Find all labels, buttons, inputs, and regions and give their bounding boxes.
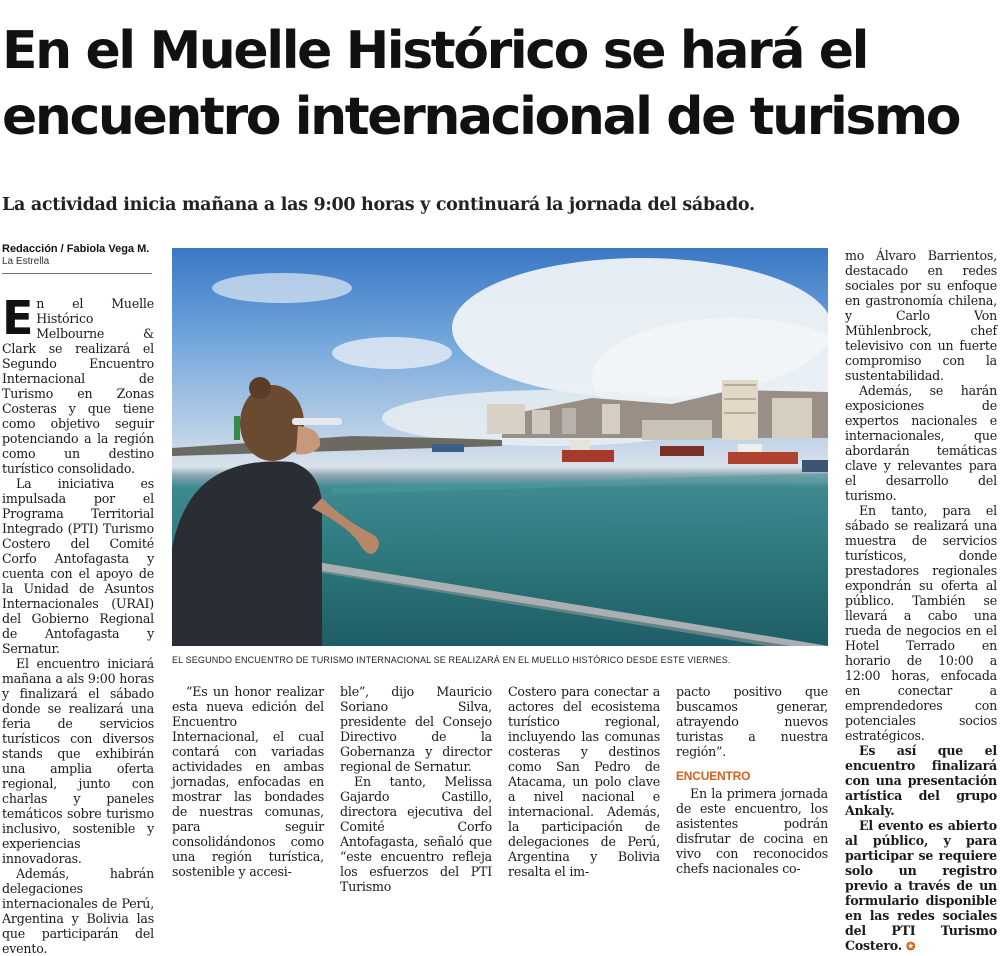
photo-caption: EL SEGUNDO ENCUENTRO DE TURISMO INTERNACIONAL SE REALIZARÁ EN EL MUELLO HISTÓRICO DESDE ESTE VIERNES. xyxy=(172,655,731,665)
byline-author: Redacción / Fabiola Vega M. xyxy=(2,243,150,255)
byline-publication: La Estrella xyxy=(2,256,50,267)
paragraph: Además, habrán delegaciones internacionales de Perú, Argentina y Bolivia las que participarán del evento. xyxy=(2,866,154,956)
end-mark-icon: ✪ xyxy=(906,940,916,953)
article-column-5 xyxy=(676,684,828,876)
byline-divider xyxy=(2,273,152,274)
headline: En el Muelle Histórico se hará el encuentro internacional de turismo xyxy=(2,21,960,147)
article-column-6 xyxy=(845,248,997,954)
subheadline: La actividad inicia mañana a las 9:00 horas y continuará la jornada del sábado. xyxy=(2,195,755,215)
paragraph: pacto positivo que buscamos generar, atrayendo nuevos turistas a nuestra región”. xyxy=(676,684,828,759)
paragraph: Además, se harán exposiciones de expertos nacionales e internacionales, que abordarán temáticas clave y relevantes para el desarrollo del turismo. xyxy=(845,383,997,503)
paragraph: Costero para conectar a actores del ecosistema turístico regional, incluyendo las comunas costeras y destinos como San Pedro de Atacama, un polo clave a nivel nacional e internacional. Además, la participación de delegaciones de Perú, Argentina y Bolivia resalta el im- xyxy=(508,684,660,879)
byline xyxy=(2,243,152,274)
paragraph: En tanto, para el sábado se realizará una muestra de servicios turísticos, donde prestadores regionales expondrán su oferta al público. También se llevará a cabo una rueda de negocios en el Hotel Terrado en horario de 10:00 a 12:00 horas, enfocada en conectar a emprendedores con potenciales socios estratégicos. xyxy=(845,503,997,743)
section-heading: ENCUENTRO xyxy=(676,769,751,783)
article-column-3 xyxy=(340,684,492,894)
lead-paragraph xyxy=(2,291,154,476)
paragraph: mo Álvaro Barrientos, destacado en redes sociales por su enfoque en gastronomía chilena, y Carlo Von Mühlenbrock, chef televisivo con un fuerte compromiso con la sustentabilidad. xyxy=(845,248,997,383)
harbor-photo-illustration xyxy=(172,248,828,646)
paragraph: Es así que el encuentro finalizará con una presentación artística del grupo Ankaly. xyxy=(845,743,997,818)
lead-paragraph-text: n el Muelle Histórico Melbourne & Clark se realizará el Segundo Encuentro Internacional de Turismo en Zonas Costeras y que tiene como objetivo seguir potenciando a la región como un destino turístico consolidado. xyxy=(2,296,154,476)
paragraph: La iniciativa es impulsada por el Programa Territorial Integrado (PTI) Turismo Costero del Comité Corfo Antofagasta y cuenta con el apoyo de la Unidad de Asuntos Internacionales (URAI) del Gobierno Regional de Antofagasta y Sernatur. xyxy=(2,476,154,656)
closing-paragraph-text: El evento es abierto al público, y para participar se requiere solo un registro previo a través de un formulario disponible en las redes sociales del PTI Turismo Costero. xyxy=(845,818,997,953)
paragraph: En tanto, Melissa Gajardo Castillo, directora ejecutiva del Comité Corfo Antofagasta, señaló que “este encuentro refleja los esfuerzos del PTI Turismo xyxy=(340,774,492,894)
article-column-1 xyxy=(2,291,154,956)
paragraph xyxy=(845,818,997,954)
paragraph: ble”, dijo Mauricio Soriano Silva, presidente del Consejo Directivo de la Gobernanza y director regional de Sernatur. xyxy=(340,684,492,774)
article-column-4 xyxy=(508,684,660,879)
paragraph: En la primera jornada de este encuentro, los asistentes podrán disfrutar de cocina en vivo con reconocidos chefs nacionales co- xyxy=(676,786,828,876)
harbor-photo xyxy=(172,248,828,646)
article-column-2 xyxy=(172,684,324,879)
paragraph: El encuentro iniciará mañana a als 9:00 horas y finalizará el sábado donde se realizará una feria de servicios turísticos con diversos stands que exhibirán una amplia oferta regional, junto con charlas y paneles temáticos sobre turismo inclusivo, sostenible y experiencias innovadoras. xyxy=(2,656,154,866)
drop-cap: E xyxy=(2,291,34,345)
paragraph: “Es un honor realizar esta nueva edición del Encuentro Internacional, el cual contará con variadas actividades en ambas jornadas, enfocadas en mostrar las bondades de nuestras comunas, para seguir consolidándonos como una región turística, sostenible y accesi- xyxy=(172,684,324,879)
